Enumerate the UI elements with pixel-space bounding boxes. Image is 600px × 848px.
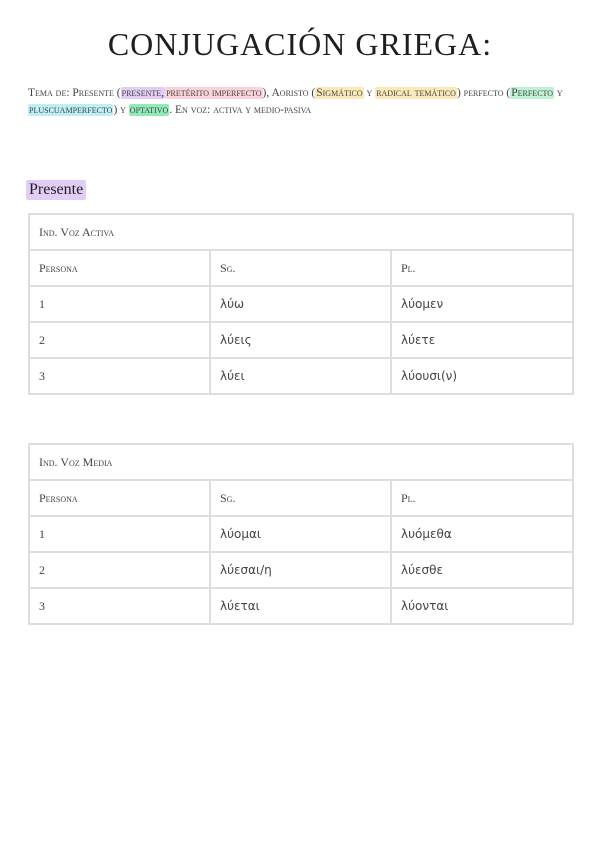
conjugation-table-voz-media (28, 443, 574, 625)
intro-paragraph (28, 85, 573, 119)
header-singular: Sg. (210, 250, 391, 286)
highlight-optativo: optativo (129, 104, 169, 116)
header-singular: Sg. (210, 480, 391, 516)
intro-text: . En voz: activa y medio-pasiva (169, 104, 312, 116)
cell-persona: 3 (29, 358, 210, 394)
table-header-row (29, 480, 573, 516)
cell-plural: λύετε (391, 322, 573, 358)
cell-persona: 1 (29, 286, 210, 322)
highlight-preterito-imperfecto: pretérito imperfecto (166, 87, 262, 99)
cell-persona: 1 (29, 516, 210, 552)
table-caption-row (29, 214, 573, 250)
intro-text: Tema de: Presente ( (28, 87, 121, 99)
intro-text: y (554, 87, 563, 99)
document-title: CONJUGACIÓN GRIEGA: (107, 26, 493, 62)
highlight-pluscuamperfecto: pluscuamperfecto (29, 104, 113, 116)
cell-plural: λύουσι(ν) (391, 358, 573, 394)
header-persona: Persona (29, 480, 210, 516)
table-row (29, 358, 573, 394)
table-caption-row (29, 444, 573, 480)
table-row (29, 322, 573, 358)
cell-persona: 2 (29, 552, 210, 588)
highlight-radical-tematico: radical temático (376, 87, 456, 99)
header-plural: Pl. (391, 250, 573, 286)
cell-singular: λύω (210, 286, 391, 322)
cell-singular: λύει (210, 358, 391, 394)
highlight-sigmatico: Sigmático (316, 87, 363, 99)
cell-persona: 3 (29, 588, 210, 624)
table-row (29, 552, 573, 588)
cell-plural: λύομεν (391, 286, 573, 322)
table-row (29, 516, 573, 552)
header-plural: Pl. (391, 480, 573, 516)
cell-singular: λύεσαι/η (210, 552, 391, 588)
intro-text: ) perfecto ( (456, 87, 511, 99)
highlight-presente: presente, (121, 87, 165, 99)
section-heading-presente: Presente (26, 180, 86, 200)
cell-plural: λύονται (391, 588, 573, 624)
cell-plural: λυόμεθα (391, 516, 573, 552)
table-caption: Ind. Voz Activa (29, 214, 573, 250)
cell-singular: λύομαι (210, 516, 391, 552)
header-persona: Persona (29, 250, 210, 286)
intro-text: y (363, 87, 376, 99)
cell-persona: 2 (29, 322, 210, 358)
table-header-row (29, 250, 573, 286)
cell-singular: λύεις (210, 322, 391, 358)
cell-plural: λύεσθε (391, 552, 573, 588)
conjugation-table-voz-activa (28, 213, 574, 395)
intro-text: ), Aoristo ( (262, 87, 316, 99)
table-caption: Ind. Voz Media (29, 444, 573, 480)
table-row (29, 588, 573, 624)
intro-text: ) y (113, 104, 129, 116)
highlight-perfecto: Perfecto (511, 87, 554, 99)
cell-singular: λύεται (210, 588, 391, 624)
table-row (29, 286, 573, 322)
